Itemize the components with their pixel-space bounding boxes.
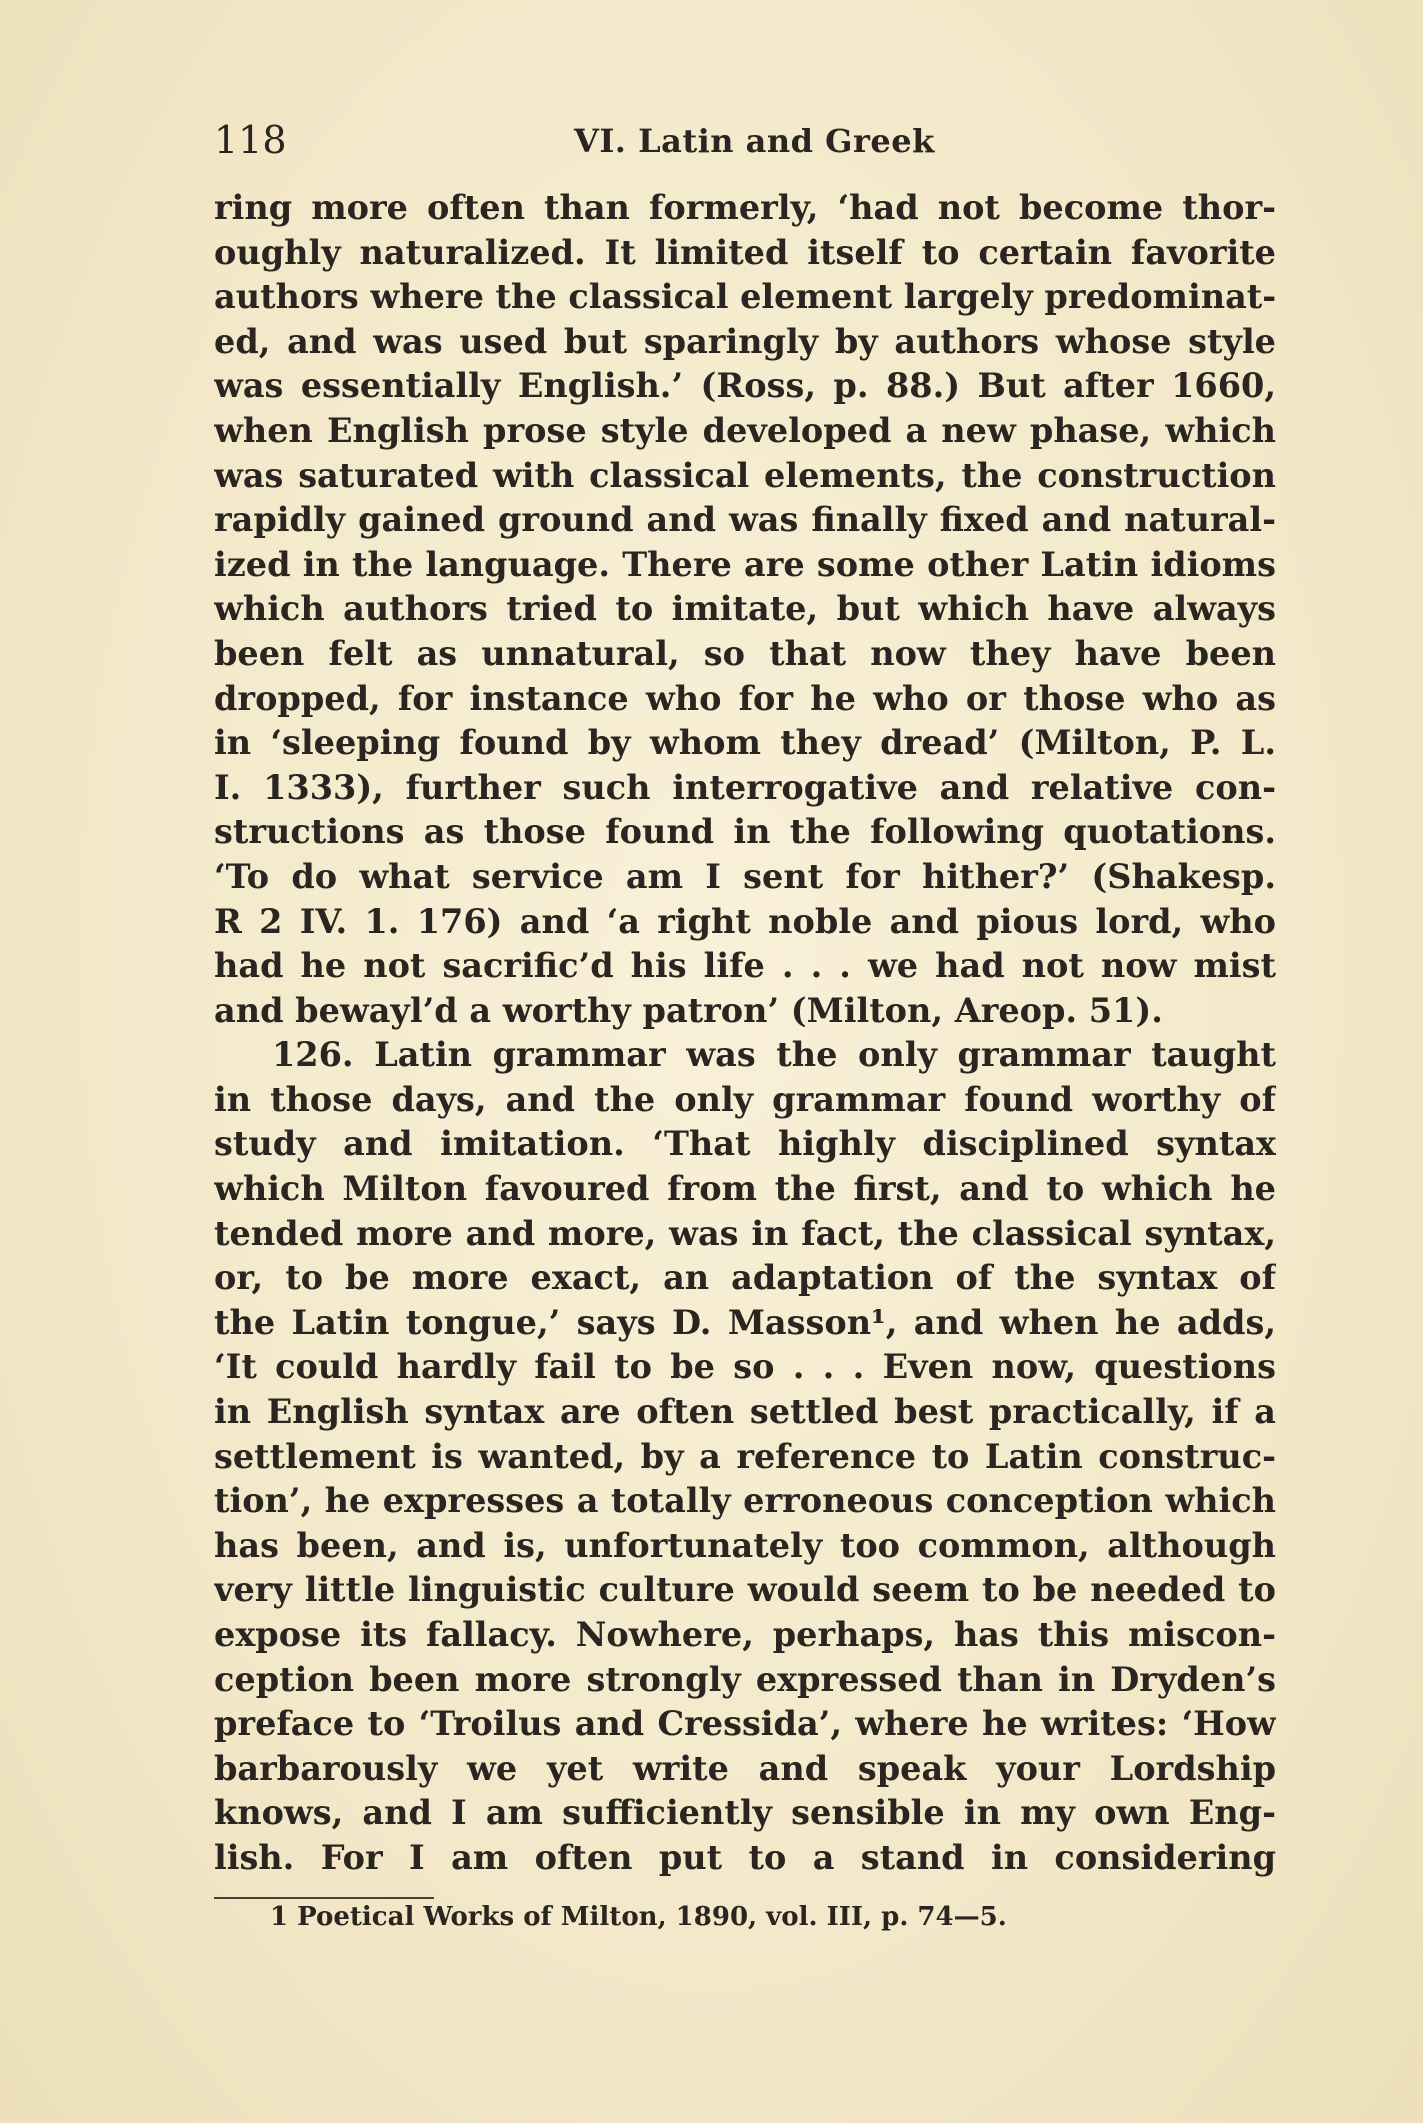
text-line: study and imitation. ‘That highly disciplined syntax: [214, 1124, 1276, 1164]
text-line: structions as those found in the following quotations.: [214, 812, 1276, 852]
footnote: 1 Poetical Works of Milton, 1890, vol. III, p. 74—5.: [270, 1902, 1007, 1932]
text-line: which authors tried to imitate, but which have always: [214, 589, 1276, 629]
text-line: the Latin tongue,’ says D. Masson¹, and when he adds,: [214, 1302, 1276, 1342]
text-line: expose its fallacy. Nowhere, perhaps, has this miscon-: [214, 1615, 1276, 1654]
text-line: lish. For I am often put to a stand in considering: [214, 1837, 1276, 1877]
text-line: has been, and is, unfortunately too common, although: [214, 1525, 1276, 1565]
text-line: or, to be more exact, an adaptation of the syntax of: [214, 1258, 1276, 1298]
text-line: had he not sacrific’d his life . . . we had not now mist: [214, 946, 1276, 986]
text-line: tion’, he expresses a totally erroneous conception which: [214, 1481, 1276, 1521]
text-line: been felt as unnatural, so that now they have been: [214, 633, 1276, 673]
text-line: knows, and I am sufficiently sensible in my own Eng-: [214, 1793, 1276, 1833]
paragraph-start-line: 126. Latin grammar was the only grammar taught: [272, 1035, 1276, 1075]
text-line: ‘It could hardly fail to be so . . . Even now, questions: [214, 1347, 1276, 1387]
page-number: 118: [214, 118, 287, 162]
text-line: which Milton favoured from the first, and to which he: [214, 1169, 1276, 1209]
text-line: tended more and more, was in fact, the classical syntax,: [214, 1213, 1276, 1253]
running-head: [214, 118, 1274, 170]
text-line: I. 1333), further such interrogative and relative con-: [214, 767, 1276, 807]
text-line: in those days, and the only grammar found worthy of: [214, 1079, 1276, 1119]
text-line: ception been more strongly expressed than in Dryden’s: [214, 1659, 1276, 1699]
text-line: was saturated with classical elements, the construction: [214, 455, 1276, 495]
footnote-rule: [214, 1897, 434, 1899]
text-line: very little linguistic culture would seem to be needed to: [214, 1570, 1276, 1610]
text-line: rapidly gained ground and was finally fixed and natural-: [214, 500, 1276, 540]
text-line: oughly naturalized. It limited itself to certain favorite: [214, 232, 1276, 272]
text-line: preface to ‘Troilus and Cressida’, where he writes: ‘How: [214, 1704, 1276, 1744]
text-line: ring more often than formerly, ‘had not become thor-: [214, 188, 1276, 227]
text-line: in English syntax are often settled best practically, if a: [214, 1392, 1276, 1432]
text-line: when English prose style developed a new phase, which: [214, 410, 1276, 450]
text-line: settlement is wanted, by a reference to Latin construc-: [214, 1436, 1276, 1476]
text-line: ized in the language. There are some other Latin idioms: [214, 544, 1276, 584]
text-line: barbarously we yet write and speak your Lordship: [214, 1748, 1276, 1788]
body-text: [214, 186, 1276, 1881]
text-line: and bewayl’d a worthy patron’ (Milton, Areop. 51).: [214, 990, 1163, 1030]
text-line: in ‘sleeping found by whom they dread’ (Milton, P. L.: [214, 723, 1276, 763]
text-line: was essentially English.’ (Ross, p. 88.) But after 1660,: [214, 366, 1276, 406]
text-line: authors where the classical element largely predominat-: [214, 277, 1276, 317]
text-line: R 2 IV. 1. 176) and ‘a right noble and pious lord, who: [214, 901, 1276, 941]
text-line: ed, and was used but sparingly by authors whose style: [214, 321, 1276, 361]
text-line: ‘To do what service am I sent for hither?’ (Shakesp.: [214, 856, 1276, 896]
text-line: dropped, for instance who for he who or those who as: [214, 678, 1276, 718]
section-title: VI. Latin and Greek: [574, 122, 935, 160]
